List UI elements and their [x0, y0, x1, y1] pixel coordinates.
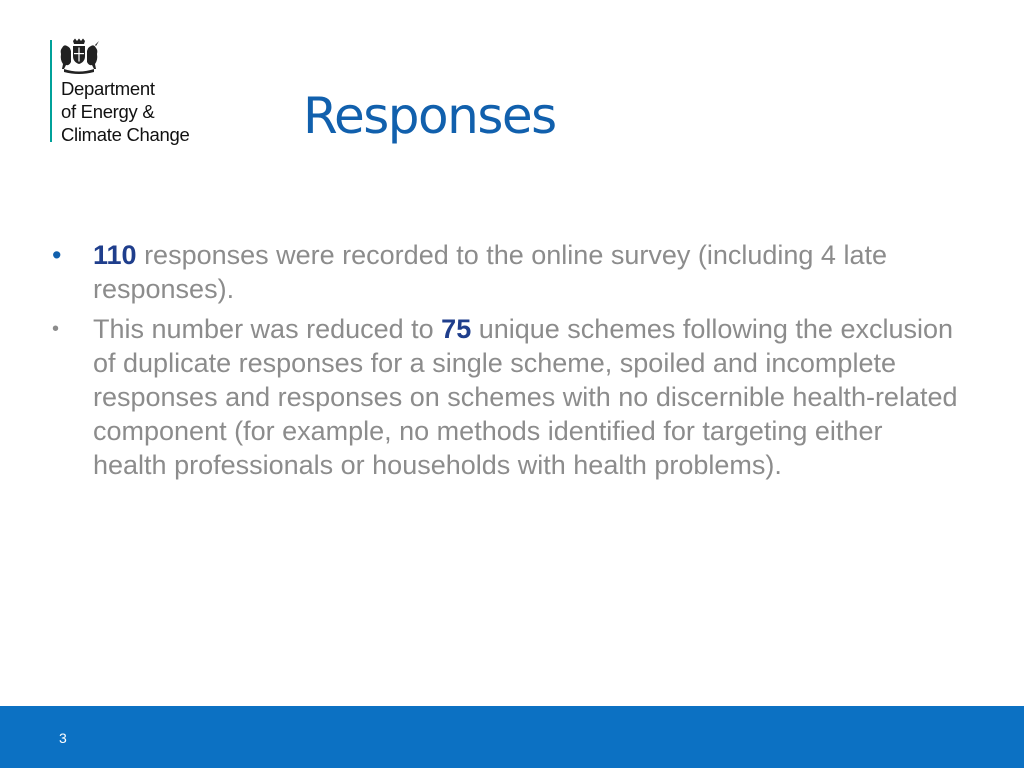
logo-line-3: Climate Change [61, 124, 190, 145]
department-logo [50, 38, 230, 144]
bullet-list [52, 238, 962, 482]
logo-line-1: Department [61, 78, 155, 99]
logo-divider [50, 40, 52, 142]
bullet-marker: • [52, 318, 60, 340]
page-number: 3 [59, 730, 67, 746]
bullet-2-text-before: This number was reduced to [93, 314, 442, 344]
footer-bar [0, 706, 1024, 768]
bullet-item-2 [52, 312, 962, 482]
bullet-item-1 [52, 238, 962, 306]
royal-crest-icon [58, 38, 100, 74]
bullet-1-text: responses were recorded to the online survey (including 4 late responses). [93, 240, 887, 304]
bullet-2-text-after: unique schemes following the exclusion of duplicate responses for a single scheme, spoiled and incomplete responses and responses on schemes with no discernible health-related component (for example, no methods identified for targeting either health professionals or households with health problems). [93, 314, 958, 480]
unique-scheme-count: 75 [441, 314, 472, 344]
response-count: 110 [93, 240, 137, 270]
bullet-marker: • [52, 240, 62, 270]
slide-title: Responses [303, 87, 556, 145]
logo-text [61, 77, 189, 146]
logo-line-2: of Energy & [61, 101, 155, 122]
